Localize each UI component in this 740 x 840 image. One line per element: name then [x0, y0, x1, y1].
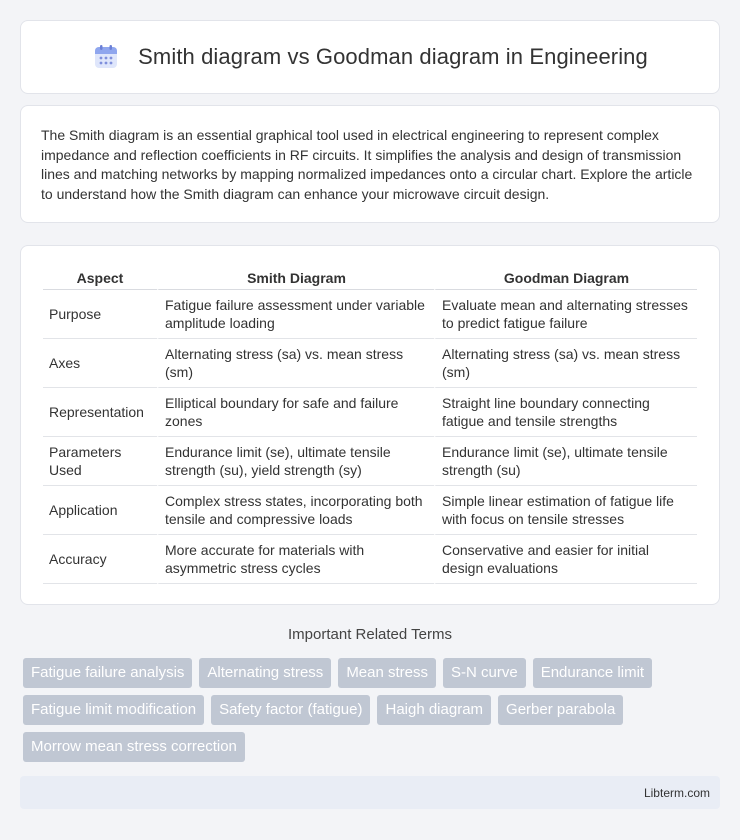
cell-smith: Elliptical boundary for safe and failure zones — [157, 388, 434, 437]
table-row — [43, 486, 697, 535]
table-row — [43, 290, 697, 339]
related-terms-tags — [23, 658, 723, 762]
table-row — [43, 437, 697, 486]
table-row — [43, 388, 697, 437]
tag-morrow-mean-stress-correction[interactable]: Morrow mean stress correction — [23, 732, 245, 762]
table-row — [43, 339, 697, 388]
comparison-table-card — [20, 245, 720, 605]
footer-site-link[interactable]: Libterm.com — [643, 785, 710, 800]
table-header-row — [43, 266, 697, 290]
calendar-grid-icon — [92, 43, 120, 71]
intro-card — [20, 105, 720, 223]
cell-smith: Fatigue failure assessment under variable amplitude loading — [157, 290, 434, 339]
cell-goodman: Straight line boundary connecting fatigue and tensile strengths — [434, 388, 697, 437]
tag-fatigue-limit-modification[interactable]: Fatigue limit modification — [23, 695, 204, 725]
header-card — [20, 20, 720, 94]
table-row — [43, 535, 697, 584]
cell-smith: Alternating stress (sa) vs. mean stress (sm) — [157, 339, 434, 388]
tag-fatigue-failure-analysis[interactable]: Fatigue failure analysis — [23, 658, 192, 688]
cell-aspect: Parameters Used — [43, 437, 157, 486]
header-aspect: Aspect — [43, 266, 157, 290]
page-title: Smith diagram vs Goodman diagram in Engineering — [138, 44, 648, 69]
cell-goodman: Alternating stress (sa) vs. mean stress (sm) — [434, 339, 697, 388]
cell-goodman: Conservative and easier for initial design evaluations — [434, 535, 697, 584]
tag-haigh-diagram[interactable]: Haigh diagram — [377, 695, 491, 725]
tag-gerber-parabola[interactable]: Gerber parabola — [498, 695, 623, 725]
cell-aspect: Representation — [43, 388, 157, 437]
tag-safety-factor-fatigue[interactable]: Safety factor (fatigue) — [211, 695, 370, 725]
cell-smith: Complex stress states, incorporating both tensile and compressive loads — [157, 486, 434, 535]
cell-aspect: Application — [43, 486, 157, 535]
cell-aspect: Accuracy — [43, 535, 157, 584]
tag-alternating-stress[interactable]: Alternating stress — [199, 658, 331, 688]
cell-aspect: Purpose — [43, 290, 157, 339]
header-goodman: Goodman Diagram — [434, 266, 697, 290]
tag-s-n-curve[interactable]: S-N curve — [443, 658, 526, 688]
header — [92, 43, 648, 71]
cell-goodman: Simple linear estimation of fatigue life with focus on tensile stresses — [434, 486, 697, 535]
intro-text: The Smith diagram is an essential graphical tool used in electrical engineering to represent complex impedance and reflection coefficients in RF circuits. It simplifies the analysis and design of transmission lines and matching networks by mapping normalized impedances onto a circular chart. Explore the article to understand how the Smith diagram can enhance your microwave circuit design. — [41, 127, 693, 202]
comparison-table — [43, 266, 697, 584]
tag-endurance-limit[interactable]: Endurance limit — [533, 658, 652, 688]
cell-smith: Endurance limit (se), ultimate tensile strength (su), yield strength (sy) — [157, 437, 434, 486]
cell-aspect: Axes — [43, 339, 157, 388]
cell-smith: More accurate for materials with asymmetric stress cycles — [157, 535, 434, 584]
footer — [20, 776, 720, 809]
header-smith: Smith Diagram — [157, 266, 434, 290]
related-terms-title: Important Related Terms — [288, 626, 452, 643]
cell-goodman: Endurance limit (se), ultimate tensile strength (su) — [434, 437, 697, 486]
cell-goodman: Evaluate mean and alternating stresses to predict fatigue failure — [434, 290, 697, 339]
tag-mean-stress[interactable]: Mean stress — [338, 658, 436, 688]
